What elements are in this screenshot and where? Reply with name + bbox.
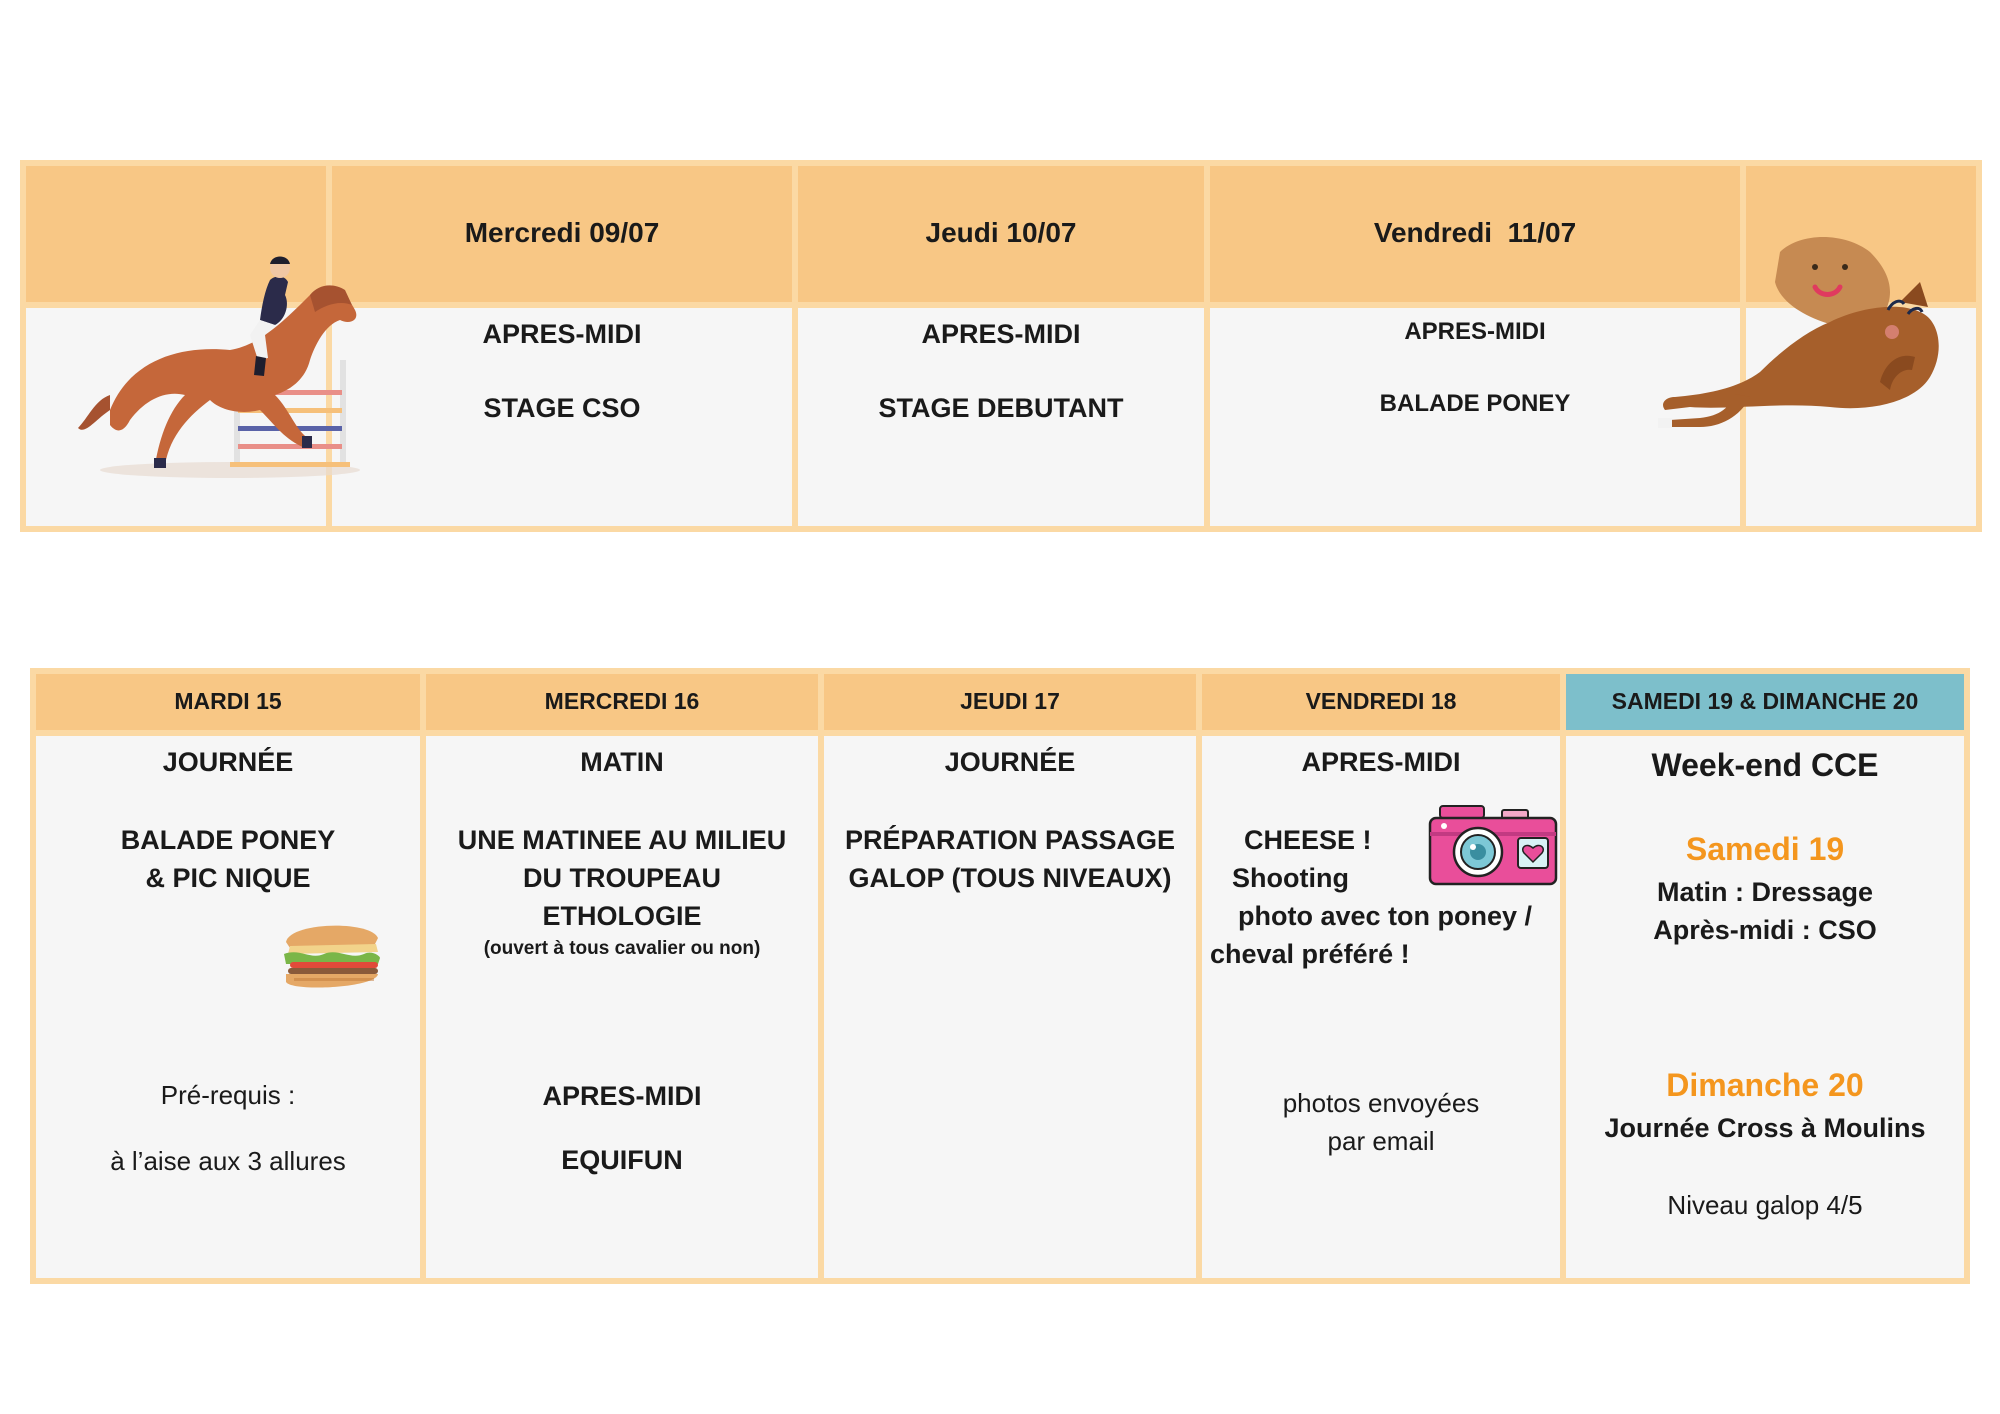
activity-line: & PIC NIQUE	[145, 863, 311, 893]
body-jeudi	[824, 736, 1196, 1278]
activity-line: DU TROUPEAU	[522, 863, 721, 893]
show-jumping-horse-illustration	[70, 250, 380, 480]
slot-label: JOURNÉE	[944, 747, 1076, 777]
header-day-mercredi	[332, 166, 792, 302]
saturday-title: Samedi 19	[1685, 831, 1845, 867]
prereq-label: Pré-requis :	[160, 1080, 296, 1110]
note-line: par email	[1327, 1126, 1435, 1156]
lying-horse-illustration	[1630, 232, 1960, 442]
day-label: VENDREDI 18	[1305, 688, 1457, 714]
activity-line: GALOP (TOUS NIVEAUX)	[848, 863, 1172, 893]
activity-line: CHEESE !	[1244, 825, 1372, 855]
slot-label: APRES-MIDI	[482, 319, 642, 349]
activity-line: UNE MATINEE AU MILIEU	[457, 825, 787, 855]
header-jeudi	[824, 674, 1196, 730]
day-label: Mercredi 09/07	[464, 217, 660, 248]
header-mercredi	[426, 674, 818, 730]
slot-label: MATIN	[580, 747, 664, 777]
saturday-line: Après-midi : CSO	[1653, 915, 1877, 945]
day-label: Vendredi 11/07	[1373, 217, 1577, 248]
activity-line: BALADE PONEY	[120, 825, 336, 855]
sunday-line: Journée Cross à Moulins	[1604, 1113, 1926, 1143]
sunday-line: Niveau galop 4/5	[1667, 1190, 1863, 1220]
day-label: MARDI 15	[174, 688, 282, 714]
header-day-jeudi	[798, 166, 1204, 302]
activity-note: (ouvert à tous cavalier ou non)	[483, 938, 761, 959]
body-weekend	[1566, 736, 1964, 1278]
activity-line: ETHOLOGIE	[542, 901, 702, 931]
saturday-line: Matin : Dressage	[1656, 877, 1874, 907]
slot-label: APRES-MIDI	[1404, 318, 1546, 345]
activity-label: EQUIFUN	[561, 1145, 683, 1175]
header-mardi	[36, 674, 420, 730]
activity-label: BALADE PONEY	[1379, 390, 1571, 417]
weekend-title: Week-end CCE	[1651, 747, 1879, 783]
note-line: photos envoyées	[1282, 1088, 1480, 1118]
day-label: Jeudi 10/07	[925, 217, 1077, 248]
activity-label: STAGE CSO	[483, 393, 641, 423]
slot-label: JOURNÉE	[162, 747, 294, 777]
activity-line: photo avec ton poney /	[1238, 901, 1533, 931]
activity-line: Shooting	[1232, 863, 1349, 893]
prereq-text: à l’aise aux 3 allures	[110, 1146, 346, 1176]
activity-line: cheval préféré !	[1210, 939, 1410, 969]
body-day-jeudi	[798, 308, 1204, 526]
slot-label: APRES-MIDI	[1301, 747, 1461, 777]
activity-label: STAGE DEBUTANT	[878, 393, 1124, 423]
day-label: SAMEDI 19 & DIMANCHE 20	[1611, 688, 1919, 714]
body-mercredi	[426, 736, 818, 1278]
body-day-mercredi	[332, 308, 792, 526]
body-mardi	[36, 736, 420, 1278]
sunday-title: Dimanche 20	[1666, 1067, 1864, 1103]
camera-icon	[1428, 806, 1558, 886]
slot-label: APRES-MIDI	[921, 319, 1081, 349]
sandwich-icon	[280, 912, 384, 994]
header-weekend	[1566, 674, 1964, 730]
day-label: MERCREDI 16	[544, 688, 700, 714]
header-vendredi	[1202, 674, 1560, 730]
activity-line: PRÉPARATION PASSAGE	[844, 825, 1176, 855]
slot-label: APRES-MIDI	[542, 1081, 702, 1111]
day-label: JEUDI 17	[960, 688, 1060, 714]
